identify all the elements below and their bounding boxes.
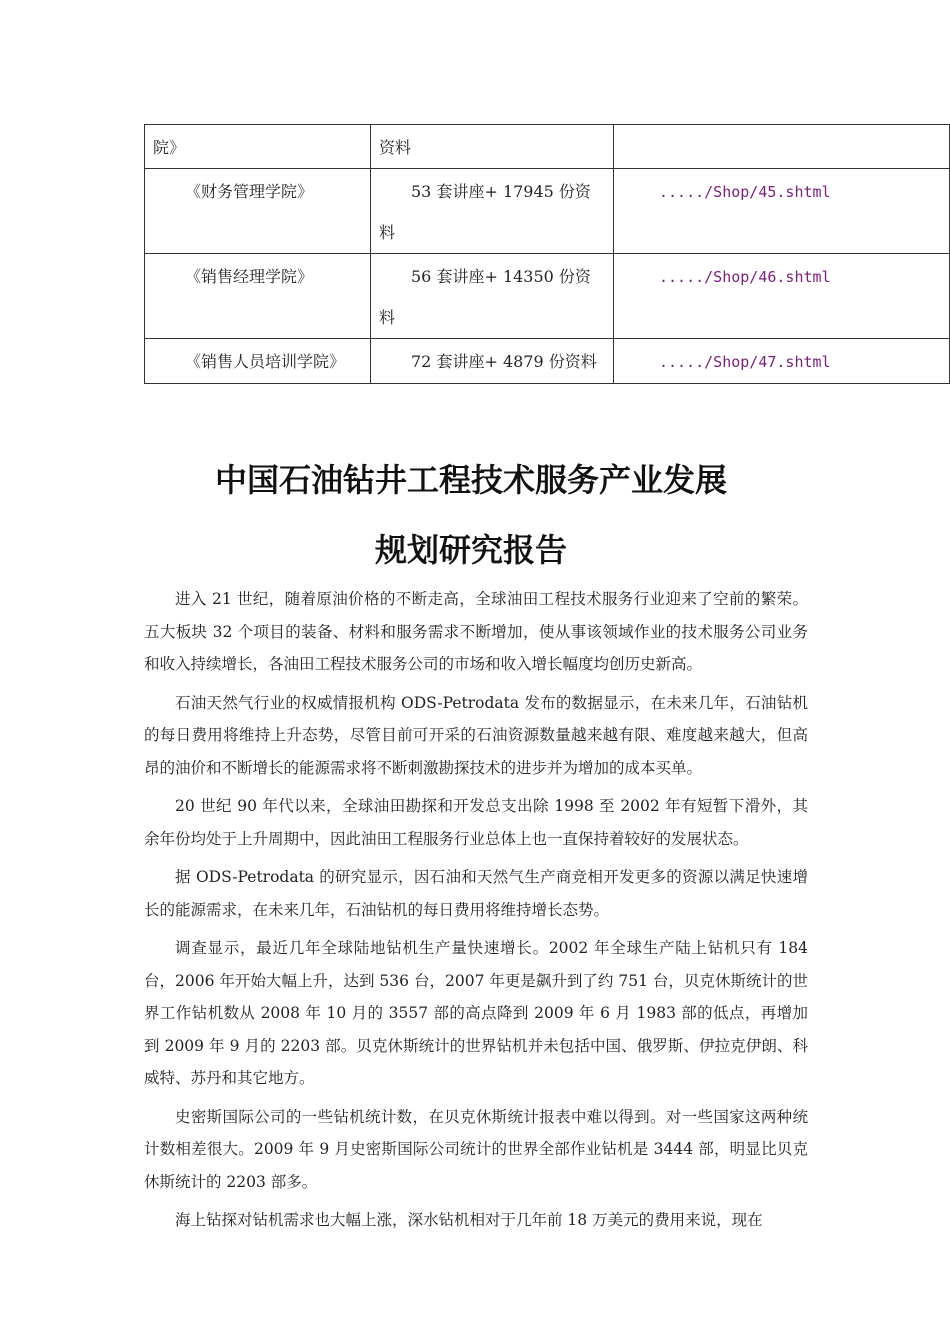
course-link[interactable]: ...../Shop/47.shtml <box>659 353 831 371</box>
report-title-line-2: 规划研究报告 <box>374 531 567 569</box>
table-row <box>145 169 950 254</box>
table-row <box>145 339 950 384</box>
course-name-cell: 《销售人员培训学院》 <box>145 339 371 384</box>
course-link-cell <box>614 169 950 254</box>
report-title-line-1: 中国石油钻井工程技术服务产业发展 <box>214 461 727 499</box>
paragraph: 石油天然气行业的权威情报机构 ODS-Petrodata 发布的数据显示，在未来几年，石油钻机的每日费用将维持上升态势，尽管目前可开采的石油资源数量越来越有限、难度越来越大，但高昂的油价和不断增长的能源需求将不断刺激勘探技术的进步并为增加的成本买单。 <box>144 693 808 777</box>
course-name-cell: 院》 <box>145 125 371 169</box>
paragraph: 20 世纪 90 年代以来，全球油田勘探和开发总支出除 1998 至 2002 年有短暂下滑外，其余年份均处于上升周期中，因此油田工程服务行业总体上也一直保持着较好的发展状态。 <box>144 797 808 848</box>
paragraph: 调查显示，最近几年全球陆地钻机生产量快速增长。2002 年全球生产陆上钻机只有 184 台，2006 年开始大幅上升，达到 536 台，2007 年更是飙升到了约 751 台，贝克休斯统计的世界工作钻机数从 2008 年 10 月的 3557 部的高点降到 2009 年 6 月 1983 部的低点，再增加到 2009 年 9 月的 2203 部。贝克休斯统计的世界钻机并未包括中国、俄罗斯、伊拉克伊朗、科威特、苏丹和其它地方。 <box>144 939 808 1087</box>
paragraph: 海上钻探对钻机需求也大幅上涨，深水钻机相对于几年前 18 万美元的费用来说，现在 <box>175 1211 763 1229</box>
course-link-cell <box>614 125 950 169</box>
resource-table <box>144 124 950 384</box>
course-link-cell <box>614 254 950 339</box>
paragraph: 进入 21 世纪，随着原油价格的不断走高，全球油田工程技术服务行业迎来了空前的繁荣。五大板块 32 个项目的装备、材料和服务需求不断增加，使从事该领域作业的技术服务公司业务和收入持续增长，各油田工程技术服务公司的市场和收入增长幅度均创历史新高。 <box>144 590 808 673</box>
course-link-cell <box>614 339 950 384</box>
table-row <box>145 125 950 169</box>
course-count-cell: 56 套讲座+ 14350 份资料 <box>371 254 614 339</box>
course-count-cell: 53 套讲座+ 17945 份资料 <box>371 169 614 254</box>
table-row <box>145 254 950 339</box>
course-count-cell: 资料 <box>371 125 614 169</box>
course-link[interactable]: ...../Shop/46.shtml <box>659 268 831 286</box>
course-name-cell: 《财务管理学院》 <box>145 169 371 254</box>
paragraph: 据 ODS-Petrodata 的研究显示，因石油和天然气生产商竞相开发更多的资源以满足快速增长的能源需求，在未来几年，石油钻机的每日费用将维持增长态势。 <box>144 868 808 919</box>
report-body <box>144 583 808 1243</box>
course-count-cell: 72 套讲座+ 4879 份资料 <box>371 339 614 384</box>
course-link[interactable]: ...../Shop/45.shtml <box>659 183 831 201</box>
course-name-cell: 《销售经理学院》 <box>145 254 371 339</box>
paragraph: 史密斯国际公司的一些钻机统计数，在贝克休斯统计报表中难以得到。对一些国家这两种统计数相差很大。2009 年 9 月史密斯国际公司统计的世界全部作业钻机是 3444 部，明显比贝克休斯统计的 2203 部多。 <box>144 1107 808 1191</box>
